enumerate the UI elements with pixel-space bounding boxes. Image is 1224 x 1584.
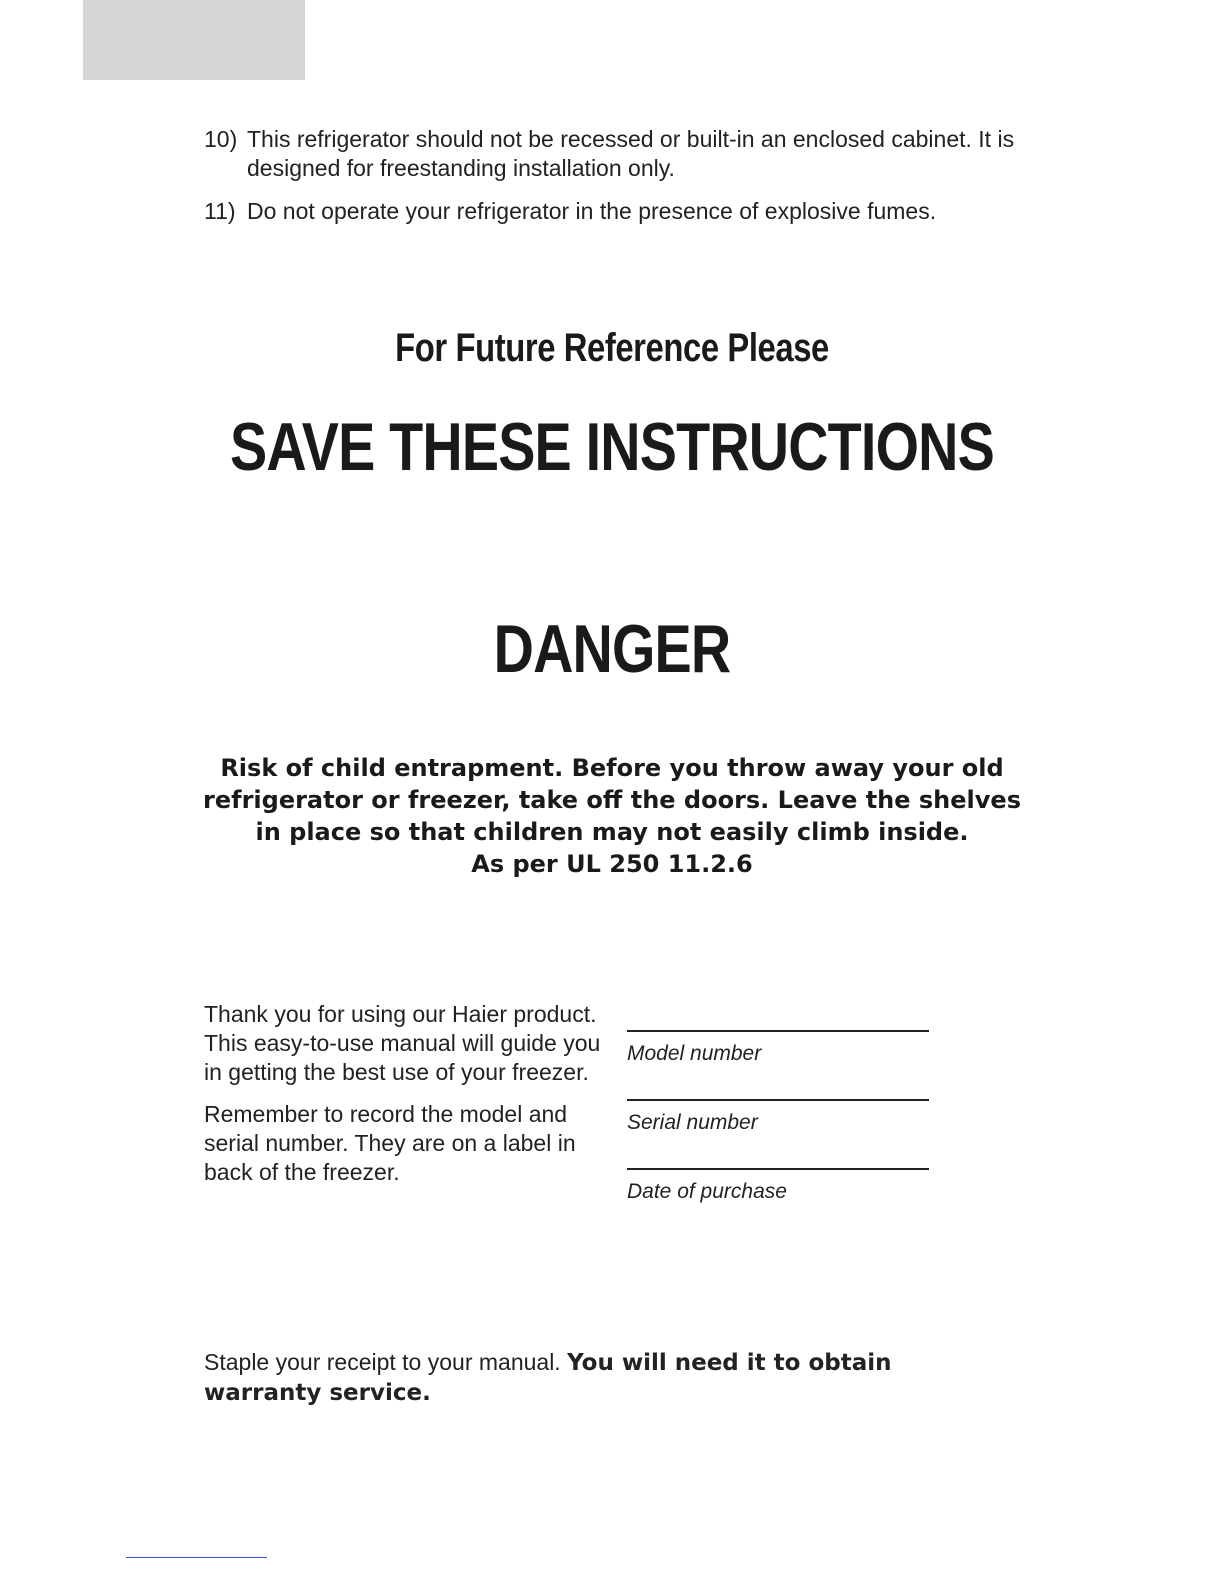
danger-heading: DANGER [493, 611, 731, 687]
staple-bold-text: You will need it to obtain warranty service. [204, 1350, 892, 1406]
intro-text [204, 1000, 604, 1200]
intro-paragraph: Thank you for using our Haier product. This easy-to-use manual will guide you in getting the best use of your freezer. [204, 1001, 601, 1085]
list-number: 10) [204, 126, 238, 152]
list-item [204, 197, 1034, 226]
staple-text: Staple your receipt to your manual. [204, 1349, 568, 1375]
bottom-rule [126, 1557, 267, 1558]
warning-reference: As per UL 250 11.2.6 [471, 850, 753, 878]
date-of-purchase-field: Date of purchase [627, 1168, 929, 1237]
corner-tab [83, 0, 305, 80]
intro-paragraph: Remember to record the model and serial number. They are on a label in back of the freezer. [204, 1101, 576, 1185]
list-text: This refrigerator should not be recessed or built-in an enclosed cabinet. It is designed for freestanding installation only. [247, 126, 1015, 181]
model-number-field: Model number [627, 1030, 929, 1099]
danger-warning [190, 752, 1034, 880]
future-reference-heading: For Future Reference Please [395, 326, 829, 370]
serial-number-field: Serial number [627, 1099, 929, 1168]
list-text: Do not operate your refrigerator in the presence of explosive fumes. [247, 198, 937, 224]
warning-text: Risk of child entrapment. Before you throw away your old refrigerator or freezer, take off the doors. Leave the shelves in place so that children may not easily climb inside. [203, 754, 1021, 846]
save-instructions-heading: SAVE THESE INSTRUCTIONS [230, 409, 994, 485]
staple-note [204, 1348, 964, 1408]
list-number: 11) [204, 198, 236, 224]
safety-list [204, 125, 1034, 240]
list-item [204, 125, 1034, 183]
record-fields [627, 1030, 929, 1237]
